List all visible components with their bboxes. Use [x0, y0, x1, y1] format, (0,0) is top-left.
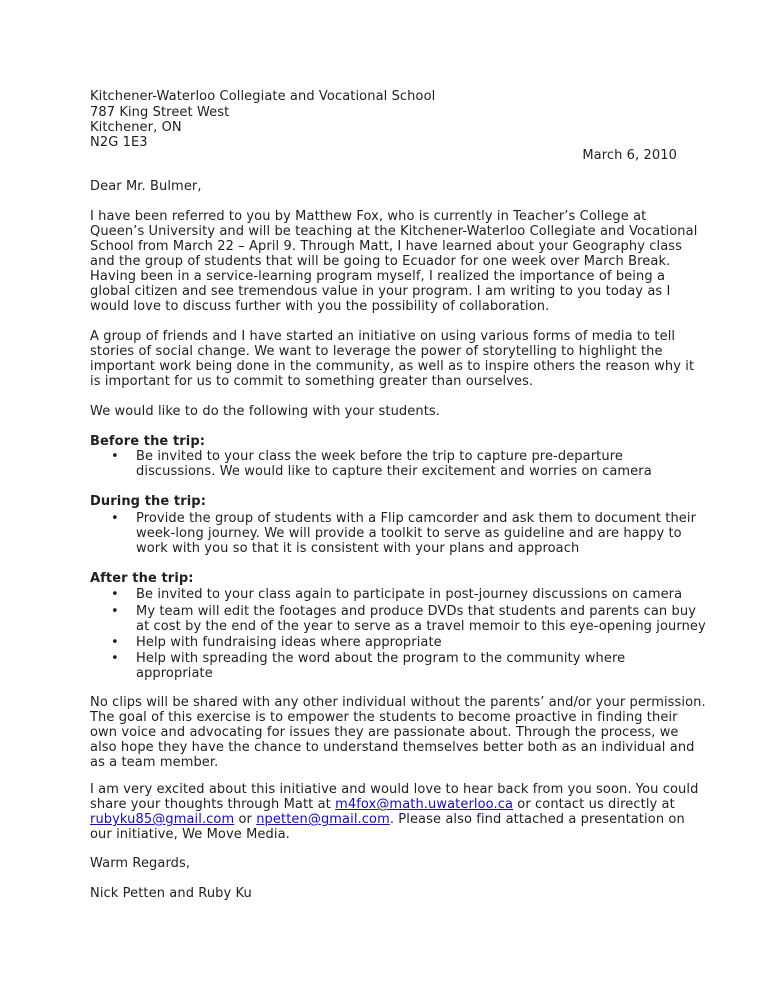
bullet: •	[111, 587, 119, 602]
paragraph-line: as a team member.	[90, 755, 219, 770]
city-province: Kitchener, ON	[90, 120, 182, 135]
section-heading-after: After the trip:	[90, 571, 194, 586]
paragraph-line: rubyku85@gmail.com or npetten@gmail.com. Please also find attached a presentation on	[90, 812, 685, 827]
email-link-rubyku[interactable]: rubyku85@gmail.com	[90, 812, 235, 827]
paragraph-line: our initiative, We Move Media.	[90, 827, 290, 842]
paragraph-line: global citizen and see tremendous value in your program. I am writing to you today as I	[90, 284, 671, 299]
list-item: work with you so that it is consistent with your plans and approach	[136, 541, 580, 556]
paragraph-line: is important for us to commit to something greater than ourselves.	[90, 374, 534, 389]
paragraph-line: and the group of students that will be going to Ecuador for one week over March Break.	[90, 254, 671, 269]
paragraph-line: own voice and advocating for issues they are passionate about. Through the process, we	[90, 725, 679, 740]
paragraph-line: School from March 22 – April 9. Through Matt, I have learned about your Geography class	[90, 239, 683, 254]
closing: Warm Regards,	[90, 856, 191, 871]
list-item: appropriate	[136, 666, 213, 681]
bullet: •	[111, 604, 119, 619]
list-item: Be invited to your class again to participate in post-journey discussions on camera	[136, 587, 683, 602]
section-heading-before: Before the trip:	[90, 434, 206, 449]
paragraph-line: A group of friends and I have started an initiative on using various forms of media to tell	[90, 329, 676, 344]
salutation: Dear Mr. Bulmer,	[90, 179, 202, 194]
list-item: Help with spreading the word about the program to the community where	[136, 651, 626, 666]
bullet: •	[111, 511, 119, 526]
list-item: Be invited to your class the week before the trip to capture pre-departure	[136, 449, 623, 464]
paragraph-line: Queen’s University and will be teaching at the Kitchener-Waterloo Collegiate and Vocational	[90, 224, 698, 239]
postal-code: N2G 1E3	[90, 135, 148, 150]
paragraph-line: The goal of this exercise is to empower the students to become proactive in finding their	[90, 710, 678, 725]
paragraph-line: We would like to do the following with your students.	[90, 404, 441, 419]
paragraph-line: No clips will be shared with any other individual without the parents’ and/or your permission.	[90, 695, 706, 710]
list-item: week-long journey. We will provide a toolkit to serve as guideline and are happy to	[136, 526, 682, 541]
list-item: My team will edit the footages and produce DVDs that students and parents can buy	[136, 604, 696, 619]
list-item: Help with fundraising ideas where appropriate	[136, 635, 442, 650]
email-link-m4fox[interactable]: m4fox@math.uwaterloo.ca	[335, 797, 514, 812]
paragraph-line: I have been referred to you by Matthew Fox, who is currently in Teacher’s College at	[90, 209, 647, 224]
paragraph-line: share your thoughts through Matt at m4fox@math.uwaterloo.ca or contact us directly at	[90, 797, 675, 812]
bullet: •	[111, 651, 119, 666]
bullet: •	[111, 449, 119, 464]
list-item: Provide the group of students with a Flip camcorder and ask them to document their	[136, 511, 697, 526]
school-name: Kitchener-Waterloo Collegiate and Vocational School	[90, 89, 436, 104]
email-link-npetten[interactable]: npetten@gmail.com	[256, 812, 390, 827]
section-heading-during: During the trip:	[90, 494, 206, 509]
paragraph-line: Having been in a service-learning program myself, I realized the importance of being a	[90, 269, 666, 284]
paragraph-line: stories of social change. We want to leverage the power of storytelling to highlight the	[90, 344, 663, 359]
street-address: 787 King Street West	[90, 105, 230, 120]
bullet: •	[111, 635, 119, 650]
paragraph-line: would love to discuss further with you the possibility of collaboration.	[90, 299, 550, 314]
paragraph-line: I am very excited about this initiative and would love to hear back from you soon. You could	[90, 782, 699, 797]
letter-date: March 6, 2010	[582, 148, 677, 163]
list-item: discussions. We would like to capture their excitement and worries on camera	[136, 464, 652, 479]
list-item: at cost by the end of the year to serve as a travel memoir to this eye-opening journey	[136, 619, 706, 634]
signature-names: Nick Petten and Ruby Ku	[90, 886, 252, 901]
paragraph-line: important work being done in the community, as well as to inspire others the reason why it	[90, 359, 695, 374]
paragraph-line: also hope they have the chance to understand themselves better both as an individual and	[90, 740, 695, 755]
